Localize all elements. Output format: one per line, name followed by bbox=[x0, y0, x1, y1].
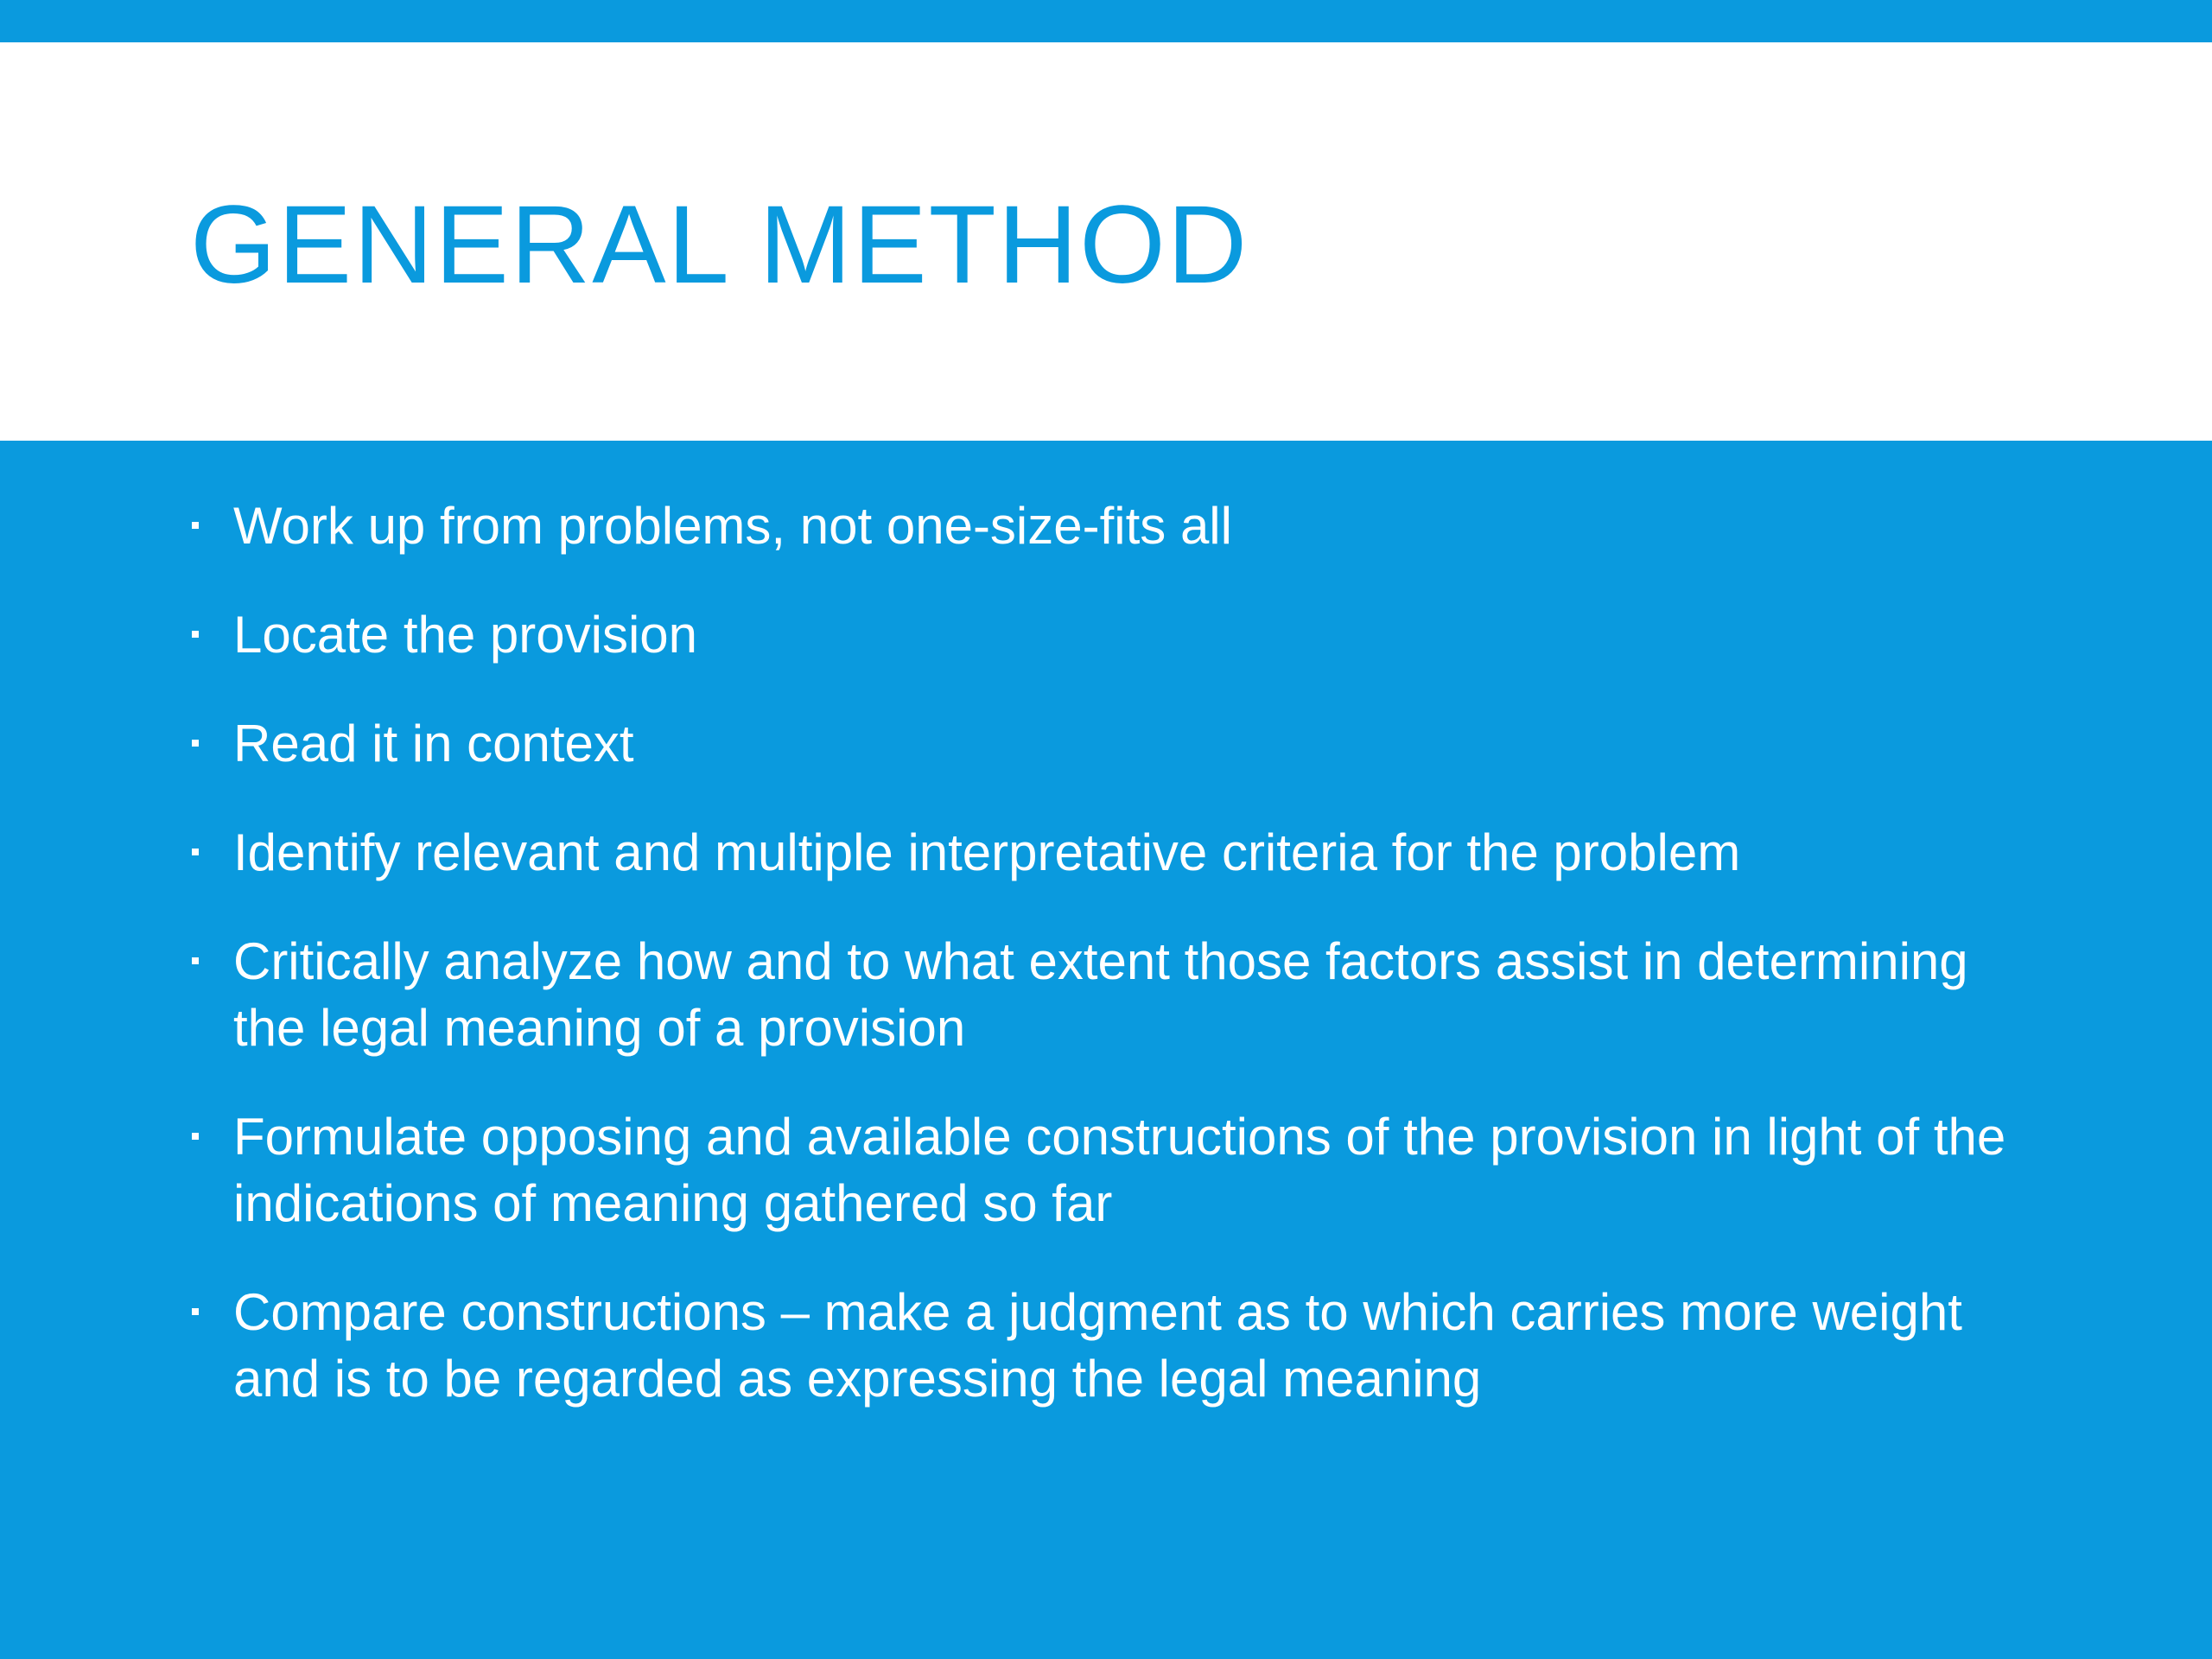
bullet-item bbox=[190, 1279, 2039, 1412]
bullet-text: Locate the provision bbox=[233, 606, 698, 664]
bullet-square-icon bbox=[192, 522, 199, 529]
content-area bbox=[0, 441, 2212, 1659]
bullet-square-icon bbox=[192, 1308, 199, 1315]
top-accent-bar bbox=[0, 0, 2212, 42]
bullet-item bbox=[190, 928, 2039, 1061]
bullet-square-icon bbox=[192, 631, 199, 638]
bullet-square-icon bbox=[192, 849, 199, 855]
bullet-square-icon bbox=[192, 957, 199, 964]
bullet-text: Work up from problems, not one-size-fits all bbox=[233, 497, 1232, 555]
bullet-text: Compare constructions – make a judgment as to which carries more weight and is to be regarded as expressing the legal meaning bbox=[233, 1283, 1962, 1408]
bullet-item bbox=[190, 1103, 2039, 1236]
bullet-text: Identify relevant and multiple interpretative criteria for the problem bbox=[233, 823, 1741, 881]
bullet-square-icon bbox=[192, 1133, 199, 1140]
bullet-square-icon bbox=[192, 740, 199, 747]
bullet-text: Formulate opposing and available constructions of the provision in light of the indications of meaning gathered so far bbox=[233, 1108, 2006, 1232]
bullet-item bbox=[190, 710, 2039, 777]
bullet-item bbox=[190, 819, 2039, 886]
slide-title: GENERAL METHOD bbox=[190, 183, 1249, 307]
bullet-text: Read it in context bbox=[233, 715, 634, 772]
bullet-item bbox=[190, 493, 2039, 559]
bullet-item bbox=[190, 601, 2039, 668]
bullet-text: Critically analyze how and to what extent those factors assist in determining the legal meaning of a provision bbox=[233, 932, 1968, 1057]
bullet-list bbox=[190, 493, 2039, 1454]
